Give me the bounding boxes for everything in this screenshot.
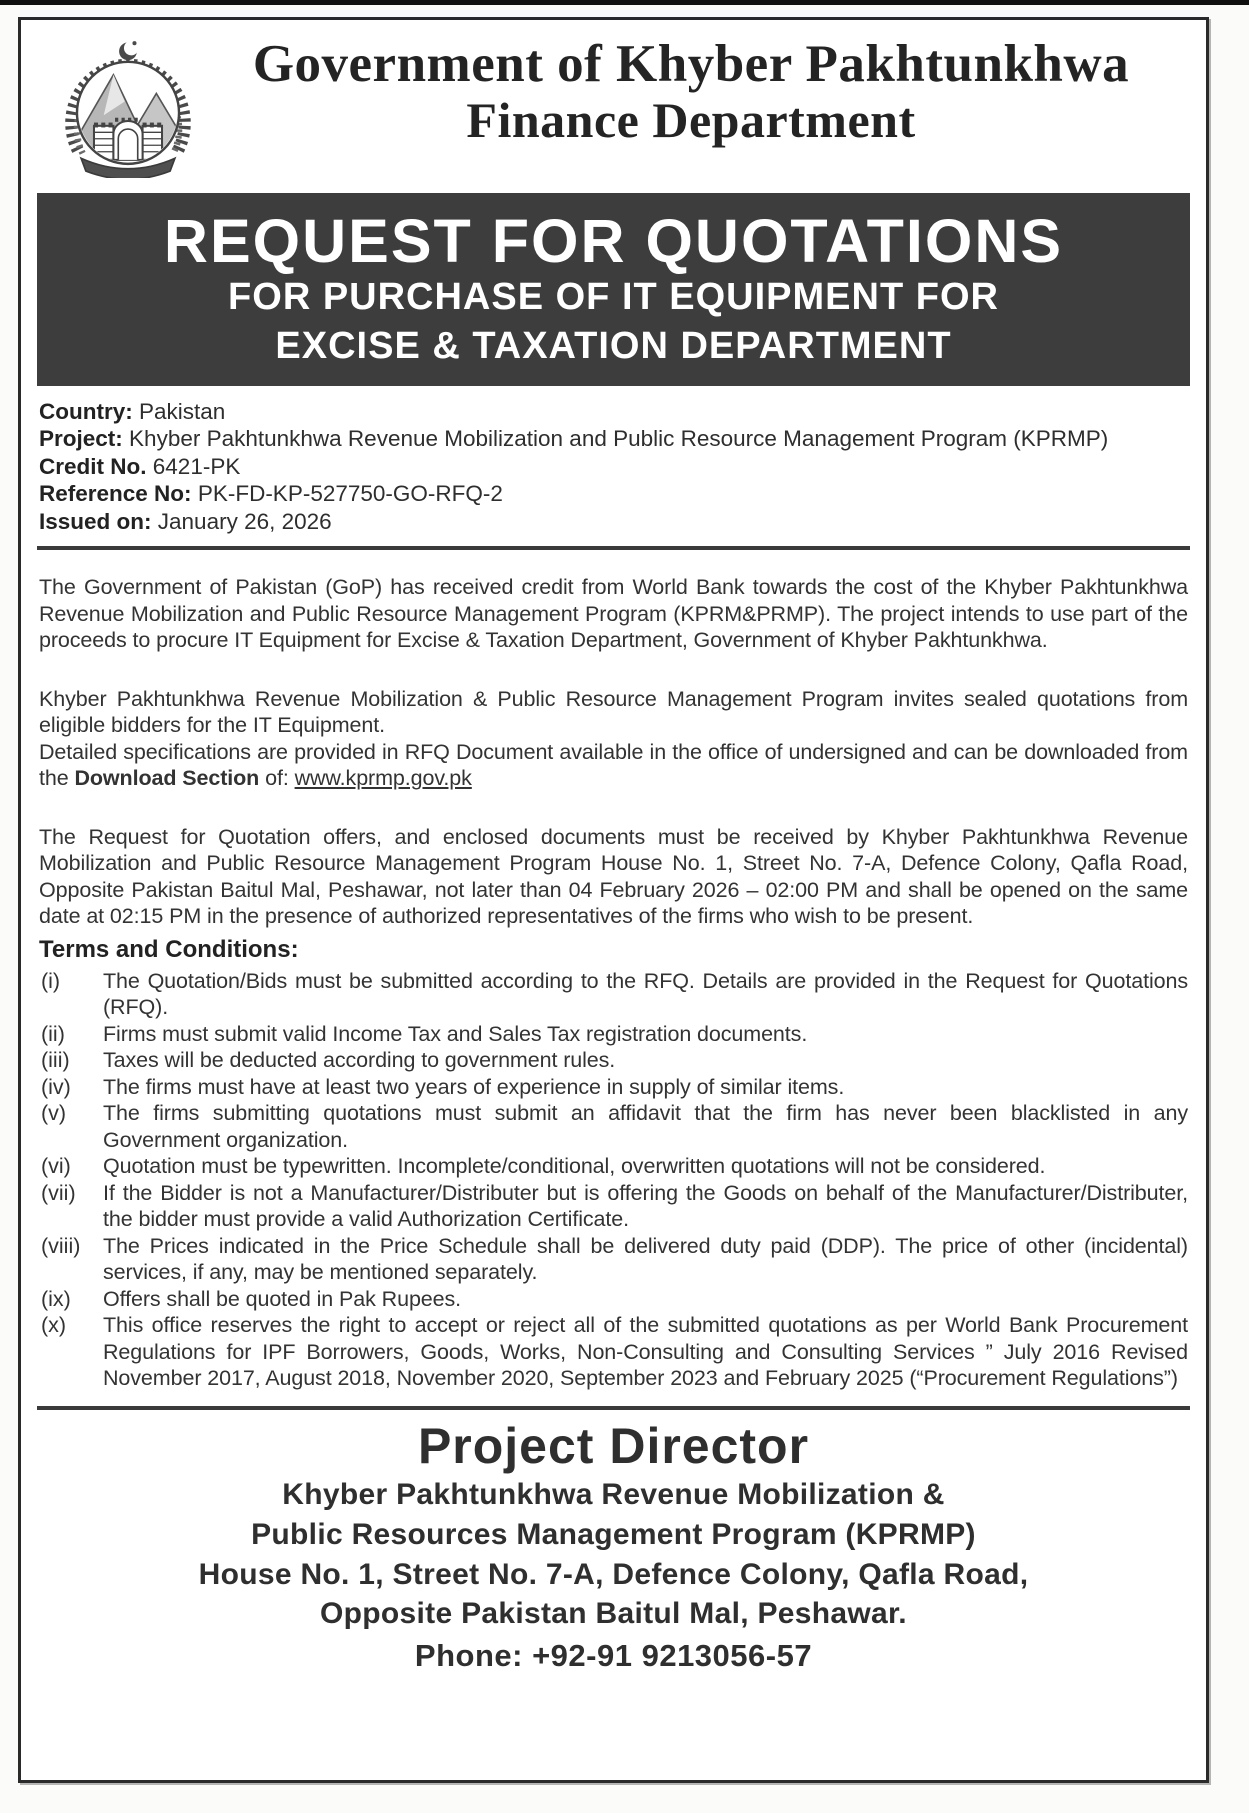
paragraph-specifications	[39, 739, 1188, 792]
term-number: (x)	[41, 1313, 67, 1338]
term-number: (vii)	[41, 1180, 76, 1205]
banner-subtitle-line1: FOR PURCHASE OF IT EQUIPMENT FOR	[228, 276, 999, 319]
term-text: Taxes will be deducted according to government rules.	[103, 1048, 616, 1073]
term-text: The Prices indicated in the Price Schedule shall be delivered duty paid (DDP). The price of other (incidental) services, if any, may be mentioned separately.	[103, 1233, 1188, 1285]
specifications-mid: of:	[259, 766, 295, 791]
government-logo	[37, 30, 232, 183]
reference-no-value: PK-FD-KP-527750-GO-RFQ-2	[197, 481, 503, 507]
term-number: (iv)	[41, 1074, 71, 1099]
term-number: (i)	[41, 968, 61, 993]
credit-no-label: Credit No.	[39, 453, 147, 479]
term-item-3	[39, 1047, 1188, 1074]
term-text: Offers shall be quoted in Pak Rupees.	[103, 1286, 462, 1311]
term-item-4	[39, 1074, 1188, 1101]
meta-reference-no	[39, 481, 1188, 508]
paragraph-credit-received: The Government of Pakistan (GoP) has received credit from World Bank towards the cost of the Khyber Pakhtunkhwa Revenue Mobilization and Public Resource Management Program (KPRM&PRMP). The project intends to use part of the proceeds to procure IT Equipment for Excise & Taxation Department, Government of Khyber Pakhtunkhwa.	[39, 575, 1188, 653]
term-item-8	[39, 1233, 1188, 1286]
rfq-banner	[37, 193, 1190, 386]
meta-credit-no	[39, 454, 1188, 481]
term-item-5	[39, 1100, 1188, 1153]
term-text: Quotation must be typewritten. Incomplete/conditional, overwritten quotations will not be considered.	[103, 1154, 1046, 1179]
kp-emblem-icon	[47, 38, 209, 178]
body-text	[37, 550, 1190, 1392]
scan-edge-strip	[0, 0, 1249, 5]
footer-org-line2: Public Resources Management Program (KPRMP)	[251, 1517, 976, 1551]
specifications-text: Detailed specifications are provided in RFQ Document available in the office of undersigned and can be downloaded from the	[39, 739, 1188, 791]
term-item-9	[39, 1286, 1188, 1313]
term-text: The firms must have at least two years of experience in supply of similar items.	[103, 1074, 845, 1099]
country-value: Pakistan	[139, 398, 226, 424]
banner-title: REQUEST FOR QUOTATIONS	[163, 207, 1064, 275]
footer-org-line1: Khyber Pakhtunkhwa Revenue Mobilization &	[282, 1478, 945, 1512]
header-titles	[232, 30, 1190, 148]
term-number: (ix)	[41, 1286, 71, 1311]
meta-issued-on	[39, 509, 1188, 536]
meta-project	[39, 426, 1188, 453]
term-text: If the Bidder is not a Manufacturer/Distributer but is offering the Goods on behalf of the Manufacturer/Distributer, the bidder must provide a valid Authorization Certificate.	[103, 1180, 1188, 1232]
reference-no-label: Reference No:	[39, 481, 192, 507]
term-text: The Quotation/Bids must be submitted according to the RFQ. Details are provided in the Request for Quotations (RFQ).	[103, 968, 1188, 1020]
term-number: (viii)	[41, 1233, 81, 1258]
term-item-2	[39, 1021, 1188, 1048]
project-director-title: Project Director	[417, 1417, 810, 1474]
terms-heading: Terms and Conditions:	[39, 935, 299, 963]
department-title-line1: Government of Khyber Pakhtunkhwa	[252, 35, 1130, 93]
banner-subtitle-line2: EXCISE & TAXATION DEPARTMENT	[275, 325, 952, 368]
term-number: (ii)	[41, 1021, 65, 1046]
contact-footer	[37, 1406, 1190, 1677]
country-label: Country:	[39, 398, 133, 424]
paragraph-submission-deadline: The Request for Quotation offers, and enclosed documents must be received by Khyber Pakhtunkhwa Revenue Mobilization and Public Resource Management Program House No. 1, Street No. 7-A, Defence Colony, Qafla Road, Opposite Pakistan Baitul Mal, Peshawar, not later than 04 February 2026 – 02:00 PM and shall be opened on the same date at 02:15 PM in the presence of authorized representatives of the firms who wish to be present.	[39, 824, 1188, 929]
term-number: (vi)	[41, 1154, 71, 1179]
paragraph-invitation: Khyber Pakhtunkhwa Revenue Mobilization & Public Resource Management Program invites sealed quotations from eligible bidders for the IT Equipment.	[39, 686, 1188, 738]
credit-no-value: 6421-PK	[152, 453, 241, 479]
tender-meta	[37, 386, 1190, 551]
meta-country	[39, 399, 1188, 426]
issued-on-label: Issued on:	[39, 508, 152, 534]
issued-on-value: January 26, 2026	[157, 508, 332, 534]
term-text: Firms must submit valid Income Tax and Sales Tax registration documents.	[103, 1021, 808, 1046]
project-label: Project:	[39, 426, 123, 452]
header	[37, 30, 1190, 183]
advertisement-frame	[18, 17, 1209, 1783]
term-text: The firms submitting quotations must submit an affidavit that the firm has never been blacklisted in any Government organization.	[103, 1101, 1188, 1152]
term-text: This office reserves the right to accept or reject all of the submitted quotations as per World Bank Procurement Regulations for IPF Borrowers, Goods, Works, Non-Consulting and Consulting Services ” July 2016 Revised November 2017, August 2018, November 2020, September 2023 and February 2025 (“Procurement Regulations”)	[103, 1313, 1188, 1391]
department-title-line2: Finance Department	[466, 92, 916, 149]
term-number: (v)	[41, 1101, 67, 1126]
term-number: (iii)	[41, 1048, 70, 1073]
footer-address-line1: House No. 1, Street No. 7-A, Defence Colony, Qafla Road,	[198, 1557, 1029, 1591]
footer-address-line2: Opposite Pakistan Baitul Mal, Peshawar.	[320, 1597, 907, 1631]
download-section-label: Download Section	[74, 766, 260, 791]
term-item-7	[39, 1180, 1188, 1233]
footer-phone: Phone: +92-91 9213056-57	[414, 1637, 813, 1673]
term-item-10	[39, 1312, 1188, 1392]
term-item-6	[39, 1153, 1188, 1180]
kprmp-website-link[interactable]: www.kprmp.gov.pk	[294, 766, 472, 791]
term-item-1	[39, 968, 1188, 1021]
project-value: Khyber Pakhtunkhwa Revenue Mobilization and Public Resource Management Program (KPRMP)	[129, 426, 1109, 452]
